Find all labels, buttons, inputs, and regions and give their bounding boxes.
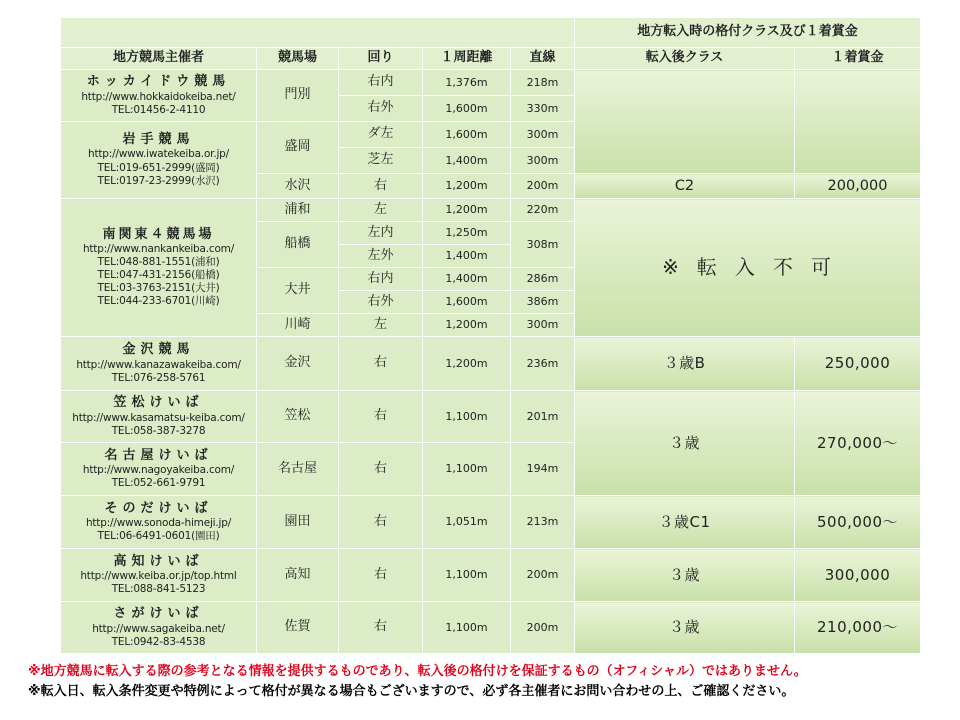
organizer-cell <box>61 122 257 199</box>
organizer-tel: TEL:019-651-2999(盛岡) <box>97 161 220 174</box>
turn-cell: ダ左 <box>339 122 423 148</box>
organizer-url: http://www.sagakeiba.net/ <box>92 622 225 635</box>
distance-cell: 1,400m <box>423 148 511 174</box>
contact-note: ※転入日、転入条件変更や特例によって格付が異なる場合もございますので、必ず各主催者にお問い合わせの上、ご確認ください。 <box>28 684 795 699</box>
prize-cell: 200,000 <box>795 174 921 199</box>
straight-cell: 236m <box>511 337 575 391</box>
prize-cell: 300,000 <box>795 549 921 602</box>
straight-cell: 300m <box>511 122 575 148</box>
distance-cell: 1,400m <box>423 268 511 291</box>
organizer-url: http://www.kanazawakeiba.com/ <box>76 358 241 371</box>
table-row <box>61 549 921 602</box>
organizer-cell <box>61 549 257 602</box>
organizer-tel: TEL:052-661-9791 <box>111 477 206 490</box>
distance-cell: 1,100m <box>423 549 511 602</box>
track-name: 大井 <box>257 268 339 314</box>
distance-cell: 1,600m <box>423 96 511 122</box>
straight-cell: 300m <box>511 148 575 174</box>
organizer-url: http://www.iwatekeiba.or.jp/ <box>88 148 229 161</box>
turn-cell: 右外 <box>339 96 423 122</box>
footnotes <box>28 662 948 702</box>
straight-cell: 286m <box>511 268 575 291</box>
track-name: 名古屋 <box>257 443 339 496</box>
prize-cell: 250,000 <box>795 337 921 391</box>
organizer-url: http://www.kasamatsu-keiba.com/ <box>72 411 245 424</box>
distance-cell: 1,200m <box>423 174 511 199</box>
organizer-cell <box>61 602 257 654</box>
organizer-tel: TEL:01456-2-4110 <box>111 103 206 116</box>
organizer-name: さがけいば <box>113 606 204 622</box>
turn-cell: 右 <box>339 443 423 496</box>
organizer-url: http://www.keiba.or.jp/top.html <box>80 570 237 582</box>
track-name: 笠松 <box>257 391 339 443</box>
track-name: 水沢 <box>257 174 339 199</box>
organizer-cell <box>61 70 257 122</box>
header-track: 競馬場 <box>257 48 339 70</box>
track-name: 園田 <box>257 496 339 549</box>
header-class: 転入後クラス <box>575 48 795 70</box>
prize-cell-empty <box>795 70 921 174</box>
class-cell: ３歳 <box>575 549 795 602</box>
table-row <box>61 199 921 222</box>
prize-cell: 500,000～ <box>795 496 921 549</box>
organizer-tel: TEL:06-6491-0601(園田) <box>97 530 220 543</box>
track-name: 門別 <box>257 70 339 122</box>
distance-cell: 1,376m <box>423 70 511 96</box>
table-row <box>61 391 921 443</box>
header-group-title: 地方転入時の格付クラス及び１着賞金 <box>575 18 921 48</box>
distance-cell: 1,100m <box>423 602 511 654</box>
organizer-tel: TEL:058-387-3278 <box>111 424 206 437</box>
organizer-tel: TEL:048-881-1551(浦和) <box>97 255 220 268</box>
straight-cell: 194m <box>511 443 575 496</box>
straight-cell: 213m <box>511 496 575 549</box>
class-cell: ３歳C1 <box>575 496 795 549</box>
class-cell: ３歳B <box>575 337 795 391</box>
table-row <box>61 496 921 549</box>
straight-cell: 200m <box>511 549 575 602</box>
disclaimer-note: ※地方競馬に転入する際の参考となる情報を提供するものであり、転入後の格付けを保証するもの（オフィシャル）ではありません。 <box>28 664 807 679</box>
organizer-name: 高知けいば <box>113 553 204 569</box>
turn-cell: 右 <box>339 549 423 602</box>
header-organizer: 地方競馬主催者 <box>61 48 257 70</box>
class-cell-empty <box>575 70 795 174</box>
turn-cell: 左内 <box>339 222 423 245</box>
class-cell: C2 <box>575 174 795 199</box>
track-name: 佐賀 <box>257 602 339 654</box>
distance-cell: 1,250m <box>423 222 511 245</box>
turn-cell: 右 <box>339 391 423 443</box>
organizer-name: 岩手競馬 <box>122 132 195 148</box>
class-cell: ３歳 <box>575 391 795 496</box>
header-blank <box>61 18 575 48</box>
table-header-row <box>61 48 921 70</box>
header-straight: 直線 <box>511 48 575 70</box>
turn-cell: 右 <box>339 337 423 391</box>
straight-cell: 200m <box>511 602 575 654</box>
organizer-cell <box>61 337 257 391</box>
distance-cell: 1,400m <box>423 245 511 268</box>
transfer-not-allowed-cell <box>575 199 921 337</box>
straight-cell: 308m <box>511 222 575 268</box>
turn-cell: 右外 <box>339 291 423 314</box>
straight-cell: 300m <box>511 314 575 337</box>
prize-cell: 210,000～ <box>795 602 921 654</box>
track-name: 川崎 <box>257 314 339 337</box>
organizer-tel: TEL:0942-83-4538 <box>111 635 206 648</box>
table-row <box>61 70 921 96</box>
turn-cell: 右内 <box>339 268 423 291</box>
organizer-cell <box>61 391 257 443</box>
table-group-header-row <box>61 18 921 48</box>
track-name: 盛岡 <box>257 122 339 174</box>
organizer-name: そのだけいば <box>104 500 213 516</box>
straight-cell: 220m <box>511 199 575 222</box>
distance-cell: 1,100m <box>423 391 511 443</box>
organizer-name: 南関東４競馬場 <box>102 226 215 242</box>
turn-cell: 右 <box>339 602 423 654</box>
prize-cell: 270,000～ <box>795 391 921 496</box>
organizer-url: http://www.nagoyakeiba.com/ <box>82 464 235 476</box>
track-name: 浦和 <box>257 199 339 222</box>
organizer-tel: TEL:03-3763-2151(大井) <box>97 282 220 295</box>
distance-cell: 1,600m <box>423 122 511 148</box>
turn-cell: 左外 <box>339 245 423 268</box>
distance-cell: 1,100m <box>423 443 511 496</box>
turn-cell: 右 <box>339 174 423 199</box>
organizer-name: 名古屋けいば <box>104 447 213 463</box>
organizer-url: http://www.hokkaidokeiba.net/ <box>81 90 236 103</box>
turn-cell: 左 <box>339 314 423 337</box>
distance-cell: 1,200m <box>423 337 511 391</box>
organizer-tel: TEL:088-841-5123 <box>111 583 206 596</box>
organizer-name: 笠松けいば <box>113 395 204 411</box>
turn-cell: 右内 <box>339 70 423 96</box>
organizer-tel: TEL:044-233-6701(川崎) <box>97 295 220 308</box>
straight-cell: 201m <box>511 391 575 443</box>
straight-cell: 218m <box>511 70 575 96</box>
distance-cell: 1,200m <box>423 199 511 222</box>
organizer-tel: TEL:047-431-2156(船橋) <box>97 269 220 282</box>
organizer-url: http://www.sonoda-himeji.jp/ <box>85 517 232 529</box>
distance-cell: 1,600m <box>423 291 511 314</box>
table-row <box>61 337 921 391</box>
turn-cell: 右 <box>339 496 423 549</box>
organizer-url: http://www.nankankeiba.com/ <box>82 242 235 255</box>
distance-cell: 1,051m <box>423 496 511 549</box>
straight-cell: 200m <box>511 174 575 199</box>
class-cell: ３歳 <box>575 602 795 654</box>
transfer-class-table <box>60 17 921 654</box>
organizer-cell <box>61 496 257 549</box>
organizer-tel: TEL:0197-23-2999(水沢) <box>97 174 220 187</box>
organizer-cell <box>61 199 257 337</box>
track-name: 船橋 <box>257 222 339 268</box>
table-row <box>61 602 921 654</box>
transfer-not-allowed-text: ※転入不可 <box>662 255 849 279</box>
track-name: 金沢 <box>257 337 339 391</box>
straight-cell: 386m <box>511 291 575 314</box>
header-distance: １周距離 <box>423 48 511 70</box>
header-turn: 回り <box>339 48 423 70</box>
organizer-tel: TEL:076-258-5761 <box>111 371 206 384</box>
distance-cell: 1,200m <box>423 314 511 337</box>
track-name: 高知 <box>257 549 339 602</box>
turn-cell: 左 <box>339 199 423 222</box>
organizer-name: 金沢競馬 <box>122 342 195 358</box>
turn-cell: 芝左 <box>339 148 423 174</box>
organizer-name: ホッカイドウ競馬 <box>86 74 231 90</box>
straight-cell: 330m <box>511 96 575 122</box>
header-prize: １着賞金 <box>795 48 921 70</box>
organizer-cell <box>61 443 257 496</box>
